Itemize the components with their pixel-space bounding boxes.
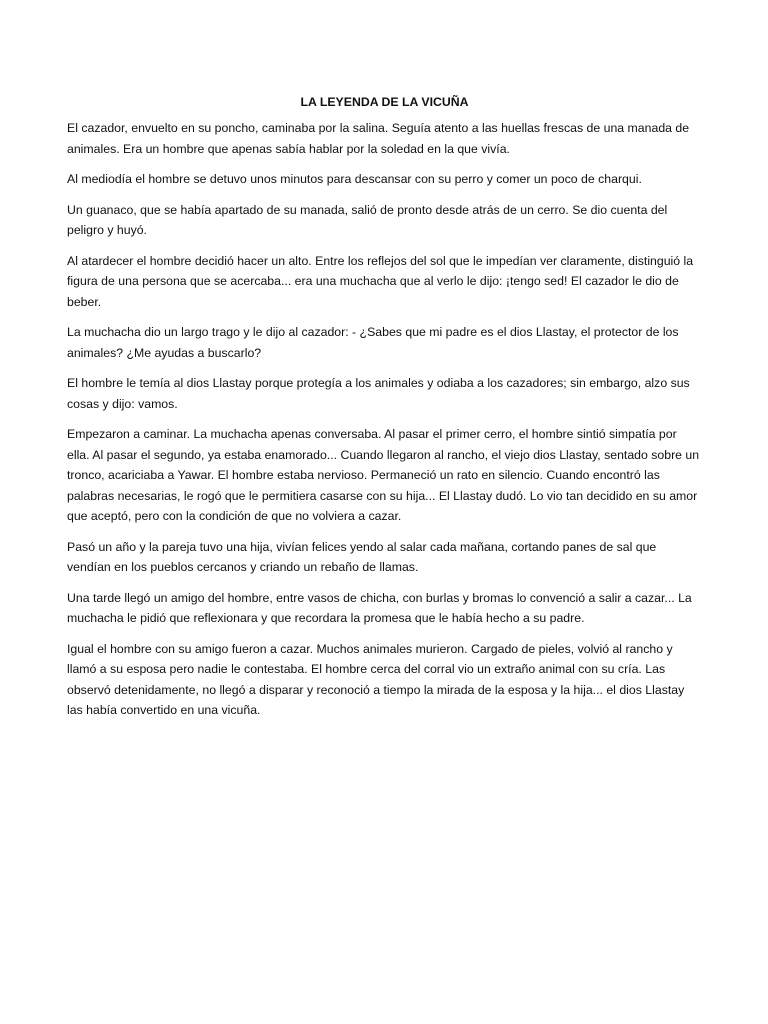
paragraph-7: Empezaron a caminar. La muchacha apenas conversaba. Al pasar el primer cerro, el hombre sintió simpatía por ella. Al pasar el segundo, ya estaba enamorado... Cuando llegaron al rancho, el viejo dios Llastay, sentado sobre un tronco, acariciaba a Yawar. El hombre estaba nervioso. Permaneció un rato en silencio. Cuando encontró las palabras necesarias, le rogó que le permitiera casarse con su hija... El Llastay dudó. Lo vio tan decidido en su amor que aceptó, pero con la condición de que no volviera a cazar. <box>67 427 700 523</box>
paragraph-10: Igual el hombre con su amigo fueron a cazar. Muchos animales murieron. Cargado de pieles, volvió al rancho y llamó a su esposa pero nadie le contestaba. El hombre cerca del corral vio un extraño animal con su cría. Las observó detenidamente, no llegó a disparar y reconoció a tiempo la mirada de la esposa y la hija... el dios Llastay las había convertido en una vicuña. <box>67 641 685 717</box>
paragraph-5: La muchacha dio un largo trago y le dijo al cazador: - ¿Sabes que mi padre es el dios Llastay, el protector de los animales? ¿Me ayudas a buscarlo? <box>67 325 679 360</box>
paragraph-3: Un guanaco, que se había apartado de su manada, salió de pronto desde atrás de un cerro. Se dio cuenta del peligro y huyó. <box>67 202 668 237</box>
paragraph-2: Al mediodía el hombre se detuvo unos minutos para descansar con su perro y comer un poco de charqui. <box>67 172 642 186</box>
paragraph-9: Una tarde llegó un amigo del hombre, entre vasos de chicha, con burlas y bromas lo convenció a salir a cazar... La muchacha le pidió que reflexionara y que recordara la promesa que le había hecho a su padre. <box>67 590 692 625</box>
paragraph-1: El cazador, envuelto en su poncho, caminaba por la salina. Seguía atento a las huellas frescas de una manada de animales. Era un hombre que apenas sabía hablar por la soledad en la que vivía. <box>67 121 690 156</box>
paragraph-4: Al atardecer el hombre decidió hacer un alto. Entre los reflejos del sol que le impedían ver claramente, distinguió la figura de una persona que se acercaba... era una muchacha que al verlo le dijo: ¡tengo sed! El cazador le dio de beber. <box>67 253 694 309</box>
paragraph-8: Pasó un año y la pareja tuvo una hija, vivían felices yendo al salar cada mañana, cortando panes de sal que vendían en los pueblos cercanos y criando un rebaño de llamas. <box>67 539 657 574</box>
document-title: LA LEYENDA DE LA VICUÑA <box>300 95 469 109</box>
paragraph-6: El hombre le temía al dios Llastay porque protegía a los animales y odiaba a los cazadores; sin embargo, alzo sus cosas y dijo: vamos. <box>67 376 690 411</box>
